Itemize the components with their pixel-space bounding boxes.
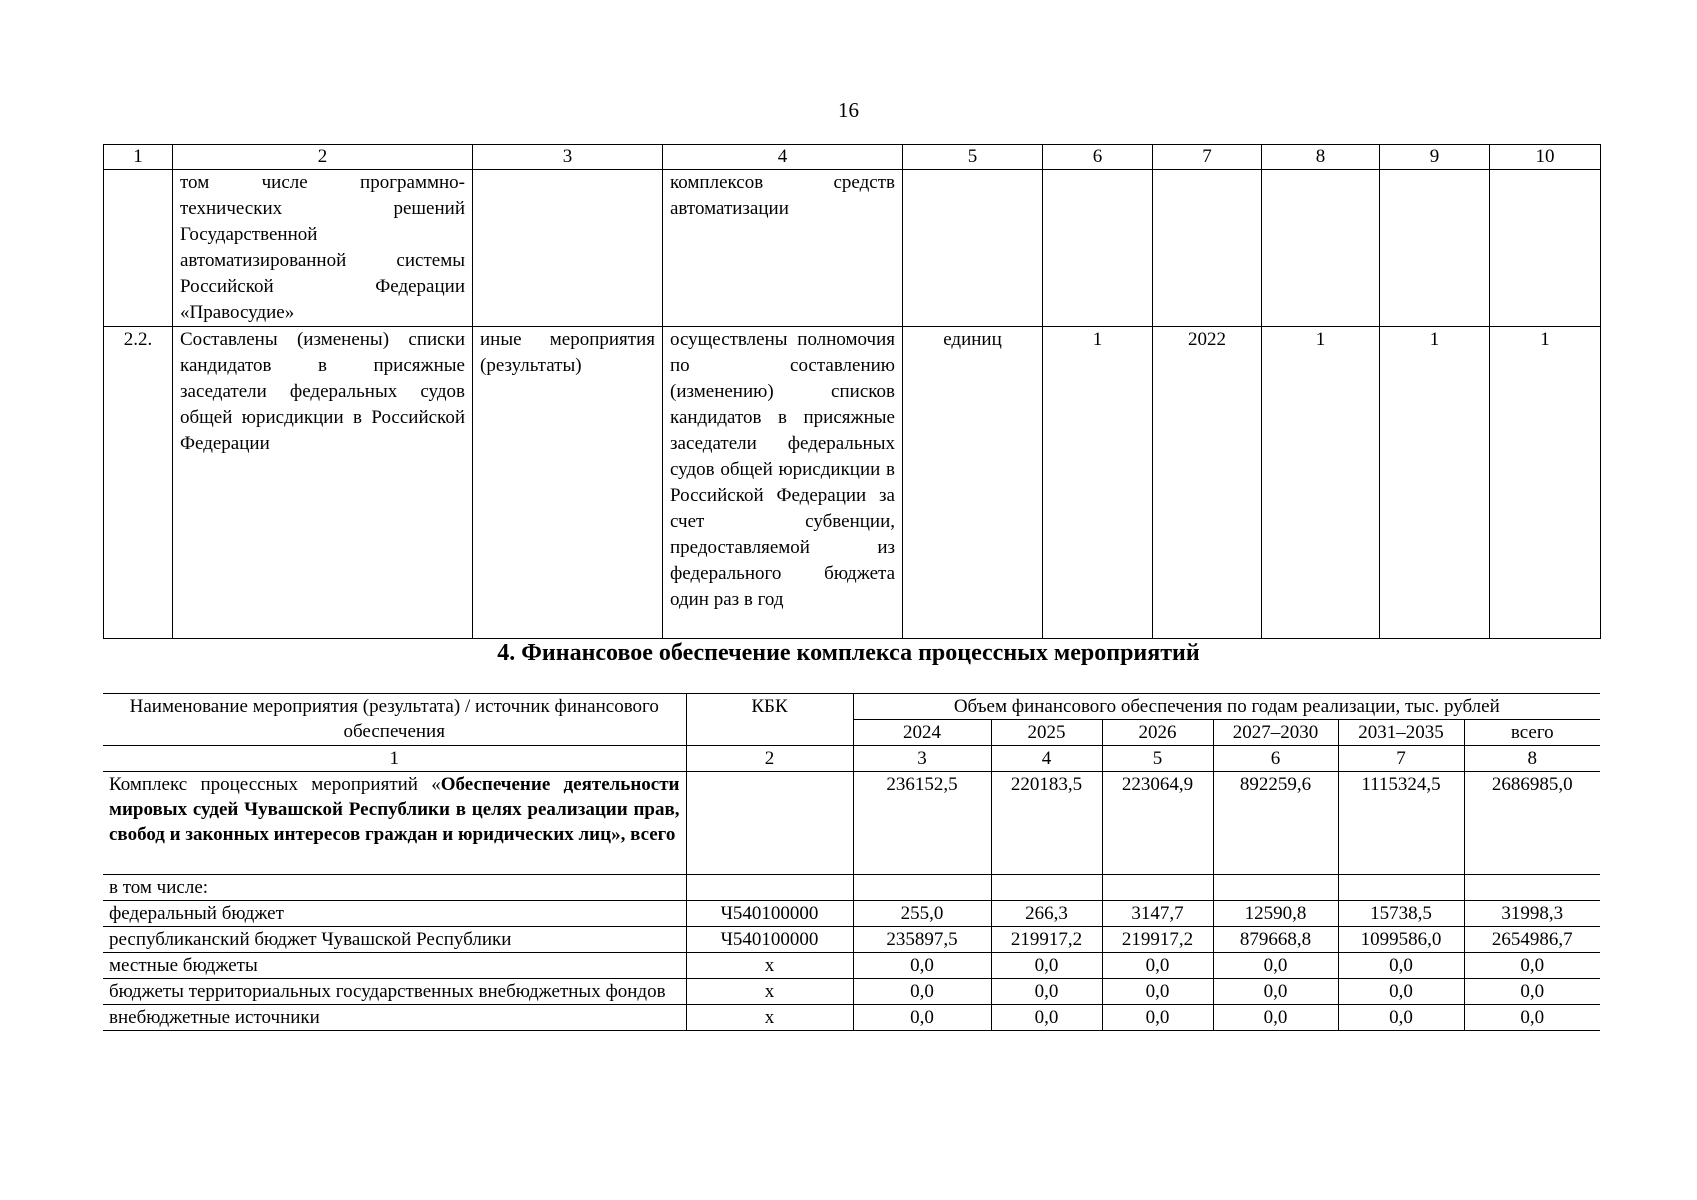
row-number: 2.2. — [104, 327, 173, 639]
col-number: 8 — [1262, 145, 1380, 170]
kbk — [686, 772, 853, 875]
value-2027-2030: 879668,8 — [1213, 927, 1338, 953]
unit: единиц — [903, 327, 1043, 639]
col-number: 6 — [1213, 746, 1338, 772]
value-2025: 219917,2 — [991, 927, 1102, 953]
result-type: иные мероприятия (результаты) — [473, 327, 663, 639]
result-characteristic: осуществлены полномочия по составлению (изменению) списков кандидатов в присяжные заседатели федеральных судов общей юрисдикции в Российской Федерации за счет субвенции, предоставляемой из федерального бюджета один раз в год — [663, 327, 903, 639]
complex-total-row — [103, 772, 1600, 875]
col-number: 7 — [1338, 746, 1464, 772]
header-volume: Объем финансового обеспечения по годам реализации, тыс. рублей — [853, 694, 1600, 720]
col-number: 7 — [1153, 145, 1262, 170]
value-total: 2654986,7 — [1464, 927, 1600, 953]
value-2024: 236152,5 — [853, 772, 991, 875]
header-name: Наименование мероприятия (результата) / источник финансового обеспечения — [103, 694, 686, 746]
year-header: 2024 — [853, 720, 991, 746]
value-2027-2030: 0,0 — [1213, 953, 1338, 979]
including-label: в том числе: — [103, 875, 686, 901]
value-2027-2030: 12590,8 — [1213, 901, 1338, 927]
value-2031-2035: 1099586,0 — [1338, 927, 1464, 953]
kbk: x — [686, 953, 853, 979]
col-number: 5 — [1102, 746, 1213, 772]
complex-name-prefix: Комплекс процессных мероприятий « — [109, 774, 441, 795]
table-row — [103, 927, 1600, 953]
col-number: 1 — [104, 145, 173, 170]
column-number-row — [103, 746, 1600, 772]
measures-table — [103, 144, 1601, 639]
value-2027-2030: 0,0 — [1213, 1005, 1338, 1031]
value-2031-2035: 0,0 — [1338, 979, 1464, 1005]
value-2024: 0,0 — [853, 1005, 991, 1031]
table-row — [104, 170, 1601, 327]
header-kbk: КБК — [686, 694, 853, 746]
value — [1262, 170, 1380, 327]
table-row — [103, 979, 1600, 1005]
section-title: 4. Финансовое обеспечение комплекса процессных мероприятий — [497, 640, 1200, 666]
source-name: республиканский бюджет Чувашской Республики — [103, 927, 686, 953]
table-row — [103, 1005, 1600, 1031]
value-total: 31998,3 — [1464, 901, 1600, 927]
col-number: 2 — [686, 746, 853, 772]
base-year — [1153, 170, 1262, 327]
result-name: Составлены (изменены) списки кандидатов в присяжные заседатели федеральных судов общей юрисдикции в Российской Федерации — [173, 327, 473, 639]
value-2024: 235897,5 — [853, 927, 991, 953]
value-2026: 0,0 — [1102, 979, 1213, 1005]
base-value: 1 — [1043, 327, 1153, 639]
table-row — [103, 901, 1600, 927]
year-header: 2031–2035 — [1338, 720, 1464, 746]
kbk: x — [686, 1005, 853, 1031]
col-number: 3 — [473, 145, 663, 170]
col-number: 10 — [1490, 145, 1601, 170]
value-2026: 223064,9 — [1102, 772, 1213, 875]
value — [1380, 170, 1490, 327]
value-2024: 0,0 — [853, 979, 991, 1005]
source-name: местные бюджеты — [103, 953, 686, 979]
value: 1 — [1380, 327, 1490, 639]
column-number-row — [104, 145, 1601, 170]
value-2031-2035: 0,0 — [1338, 1005, 1464, 1031]
source-name: федеральный бюджет — [103, 901, 686, 927]
value: 1 — [1490, 327, 1601, 639]
value-2025: 266,3 — [991, 901, 1102, 927]
unit — [903, 170, 1043, 327]
page-number: 16 — [838, 98, 859, 122]
value-total: 0,0 — [1464, 953, 1600, 979]
col-number: 1 — [103, 746, 686, 772]
result-name: том числе программно-технических решений Государственной автоматизированной системы Российской Федерации «Правосудие» — [173, 170, 473, 327]
kbk: Ч540100000 — [686, 901, 853, 927]
value-2027-2030: 0,0 — [1213, 979, 1338, 1005]
value-2025: 0,0 — [991, 953, 1102, 979]
value — [1490, 170, 1601, 327]
value-2026: 219917,2 — [1102, 927, 1213, 953]
year-header: 2025 — [991, 720, 1102, 746]
col-number: 2 — [173, 145, 473, 170]
value-2027-2030: 892259,6 — [1213, 772, 1338, 875]
year-header: 2027–2030 — [1213, 720, 1338, 746]
col-number: 3 — [853, 746, 991, 772]
year-header: 2026 — [1102, 720, 1213, 746]
col-number: 4 — [663, 145, 903, 170]
result-type — [473, 170, 663, 327]
table-row — [104, 327, 1601, 639]
value-2025: 0,0 — [991, 979, 1102, 1005]
value-2026: 0,0 — [1102, 953, 1213, 979]
col-number: 9 — [1380, 145, 1490, 170]
value-2025: 0,0 — [991, 1005, 1102, 1031]
value-2031-2035: 0,0 — [1338, 953, 1464, 979]
value-2026: 0,0 — [1102, 1005, 1213, 1031]
source-name: внебюджетные источники — [103, 1005, 686, 1031]
value-total: 2686985,0 — [1464, 772, 1600, 875]
value: 1 — [1262, 327, 1380, 639]
col-number: 5 — [903, 145, 1043, 170]
table-row — [103, 953, 1600, 979]
value-2024: 0,0 — [853, 953, 991, 979]
value-total: 0,0 — [1464, 979, 1600, 1005]
kbk: x — [686, 979, 853, 1005]
value-2024: 255,0 — [853, 901, 991, 927]
row-number — [104, 170, 173, 327]
value-2031-2035: 1115324,5 — [1338, 772, 1464, 875]
including-row — [103, 875, 1600, 901]
value-2026: 3147,7 — [1102, 901, 1213, 927]
base-year: 2022 — [1153, 327, 1262, 639]
year-header: всего — [1464, 720, 1600, 746]
value-total: 0,0 — [1464, 1005, 1600, 1031]
header-row — [103, 694, 1600, 720]
source-name: бюджеты территориальных государственных внебюджетных фондов — [103, 979, 686, 1005]
complex-name — [103, 772, 686, 875]
col-number: 8 — [1464, 746, 1600, 772]
kbk: Ч540100000 — [686, 927, 853, 953]
base-value — [1043, 170, 1153, 327]
col-number: 4 — [991, 746, 1102, 772]
complex-name-bold: Обеспечение деятельности мировых судей Чувашской Республики в целях реализации прав, свобод и законных интересов граждан и юридических лиц», всего — [109, 774, 680, 845]
value-2031-2035: 15738,5 — [1338, 901, 1464, 927]
financing-table — [103, 693, 1600, 1031]
result-characteristic: комплексов средств автоматизации — [663, 170, 903, 327]
col-number: 6 — [1043, 145, 1153, 170]
value-2025: 220183,5 — [991, 772, 1102, 875]
